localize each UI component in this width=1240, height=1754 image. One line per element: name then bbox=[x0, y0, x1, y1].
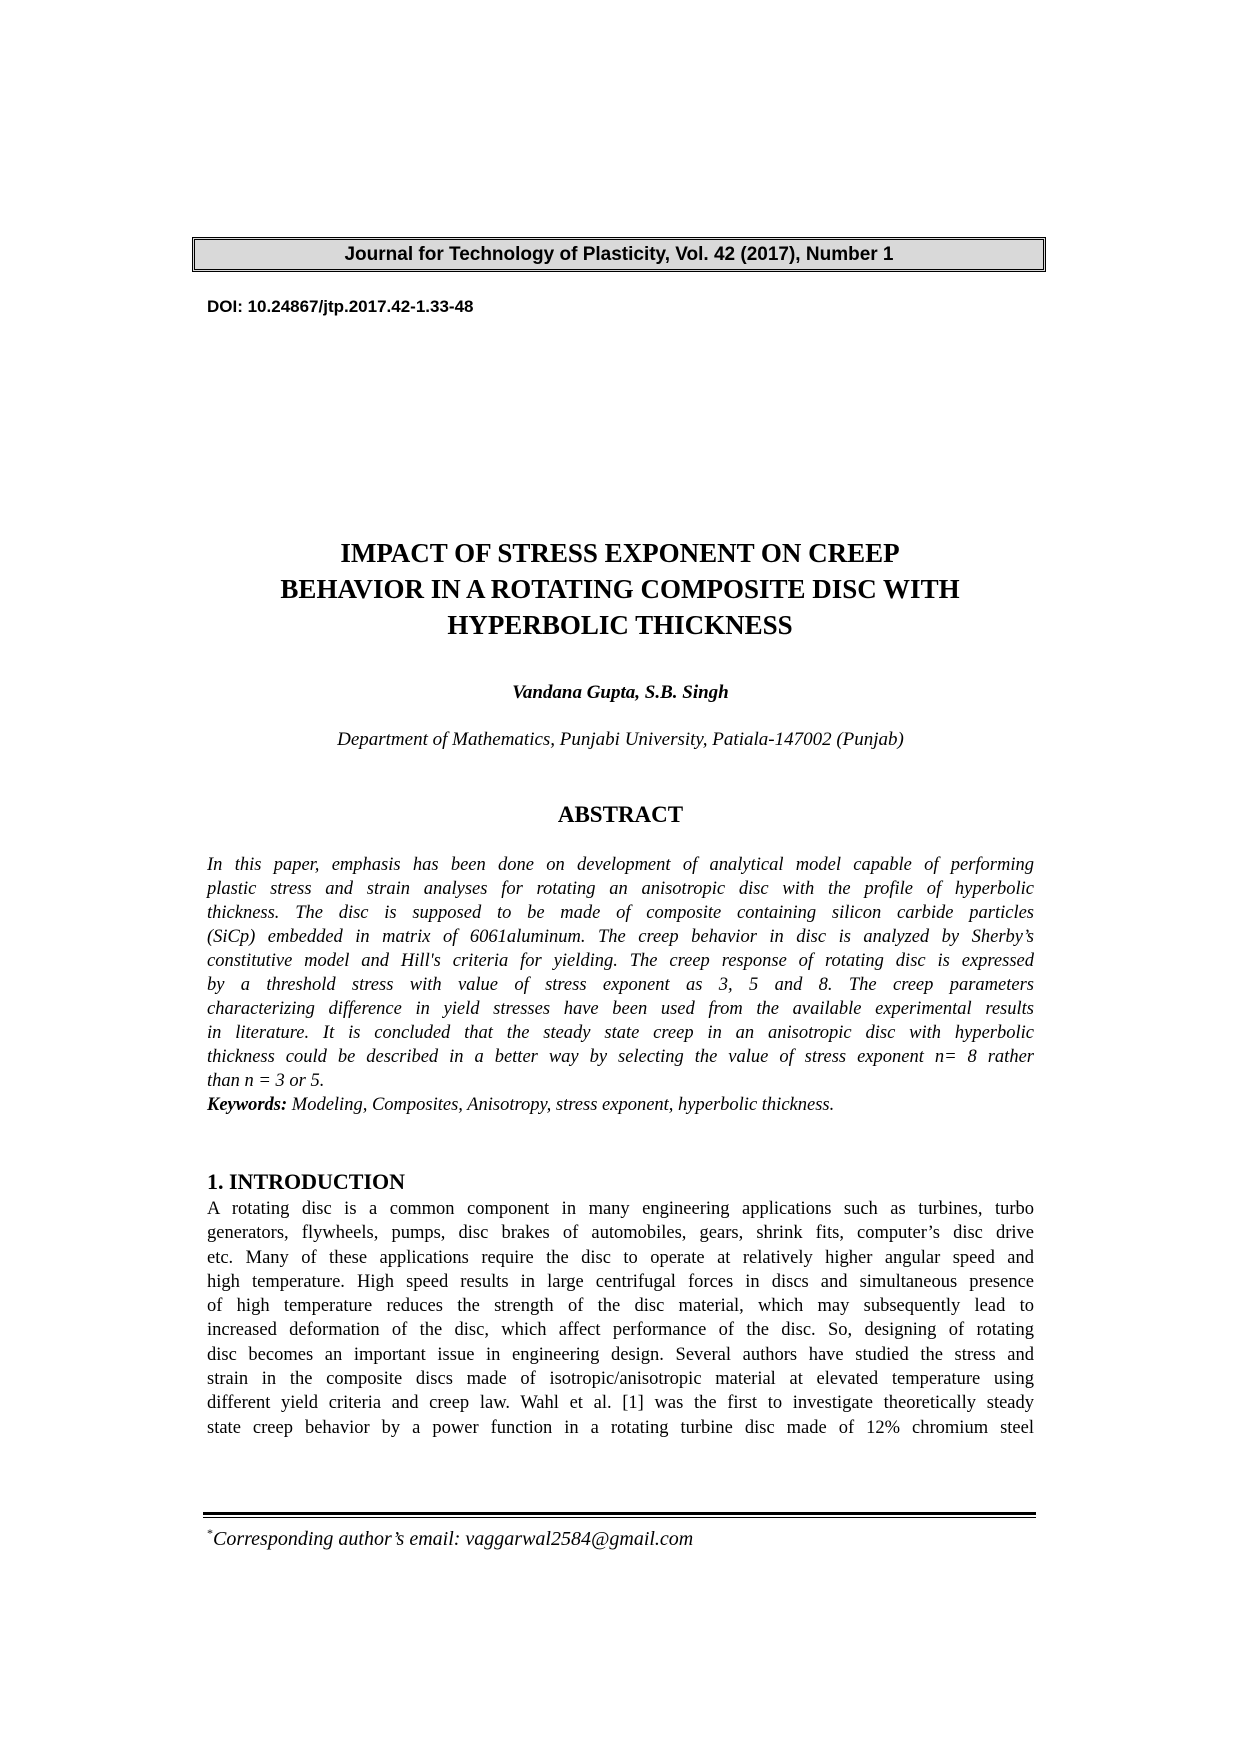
keywords-label: Keywords: bbox=[207, 1095, 288, 1115]
abstract-line: thickness. The disc is supposed to be made of composite containing silicon carbide particles bbox=[207, 903, 1034, 923]
abstract-line: by a threshold stress with value of stress exponent as 3, 5 and 8. The creep parameters bbox=[207, 975, 1034, 995]
abstract-heading: ABSTRACT bbox=[557, 802, 684, 827]
abstract-line: plastic stress and strain analyses for rotating an anisotropic disc with the profile of hyperbolic bbox=[207, 879, 1034, 899]
introduction-line: high temperature. High speed results in large centrifugal forces in discs and simultaneous presence bbox=[207, 1271, 1034, 1292]
footnote bbox=[207, 1521, 693, 1551]
keywords bbox=[207, 1093, 1034, 1117]
introduction-body bbox=[207, 1197, 1034, 1440]
authors: Vandana Gupta, S.B. Singh bbox=[512, 682, 729, 703]
abstract-line: thickness could be described in a better way by selecting the value of stress exponent n= 8 rather bbox=[207, 1047, 1034, 1067]
affiliation: Department of Mathematics, Punjabi University, Patiala-147002 (Punjab) bbox=[337, 729, 904, 750]
footnote-divider bbox=[203, 1512, 1036, 1518]
introduction-line: of high temperature reduces the strength of the disc material, which may subsequently lead to bbox=[207, 1296, 1034, 1317]
introduction-line: state creep behavior by a power function in a rotating turbine disc made of 12% chromium steel bbox=[207, 1417, 1034, 1438]
footnote-marker: * bbox=[207, 1526, 213, 1540]
title-line: IMPACT OF STRESS EXPONENT ON CREEP bbox=[340, 538, 900, 568]
abstract-line: in literature. It is concluded that the steady state creep in an anisotropic disc with hyperbolic bbox=[207, 1023, 1034, 1043]
abstract-text bbox=[207, 853, 1034, 1093]
introduction-line: increased deformation of the disc, which affect performance of the disc. So, designing of rotating bbox=[207, 1320, 1034, 1341]
keywords-list: Modeling, Composites, Anisotropy, stress exponent, hyperbolic thickness. bbox=[287, 1095, 835, 1115]
abstract-line: constitutive model and Hill's criteria for yielding. The creep response of rotating disc is expressed bbox=[207, 951, 1034, 971]
section-heading-introduction: 1. INTRODUCTION bbox=[207, 1169, 406, 1194]
introduction-line: etc. Many of these applications require the disc to operate at relatively higher angular speed and bbox=[207, 1247, 1034, 1268]
journal-title: Journal for Technology of Plasticity, Vol. 42 (2017), Number 1 bbox=[344, 243, 894, 265]
title-line: BEHAVIOR IN A ROTATING COMPOSITE DISC WITH bbox=[280, 574, 960, 604]
abstract-body bbox=[207, 853, 1034, 1117]
introduction-line: A rotating disc is a common component in many engineering applications such as turbines, turbo bbox=[207, 1199, 1034, 1219]
paper-title bbox=[150, 535, 1090, 643]
abstract-line: In this paper, emphasis has been done on development of analytical model capable of performing bbox=[207, 855, 1034, 875]
doi: DOI: 10.24867/jtp.2017.42-1.33-48 bbox=[207, 297, 474, 316]
introduction-line: generators, flywheels, pumps, disc brakes of automobiles, gears, shrink fits, computer’s disc drive bbox=[207, 1223, 1034, 1244]
introduction-line: strain in the composite discs made of isotropic/anisotropic material at elevated temperature using bbox=[207, 1369, 1034, 1390]
journal-header bbox=[192, 237, 1046, 272]
footnote-text: Corresponding author’s email: vaggarwal2584@gmail.com bbox=[213, 1528, 694, 1550]
introduction-line: different yield criteria and creep law. Wahl et al. [1] was the first to investigate theoretically steady bbox=[207, 1393, 1034, 1414]
abstract-line: than n = 3 or 5. bbox=[207, 1071, 325, 1091]
introduction-line: disc becomes an important issue in engineering design. Several authors have studied the stress and bbox=[207, 1344, 1034, 1365]
title-line: HYPERBOLIC THICKNESS bbox=[447, 610, 793, 640]
abstract-line: characterizing difference in yield stresses have been used from the available experimental results bbox=[207, 999, 1034, 1019]
abstract-line: (SiCp) embedded in matrix of 6061aluminum. The creep behavior in disc is analyzed by Sherby’s bbox=[207, 927, 1034, 947]
